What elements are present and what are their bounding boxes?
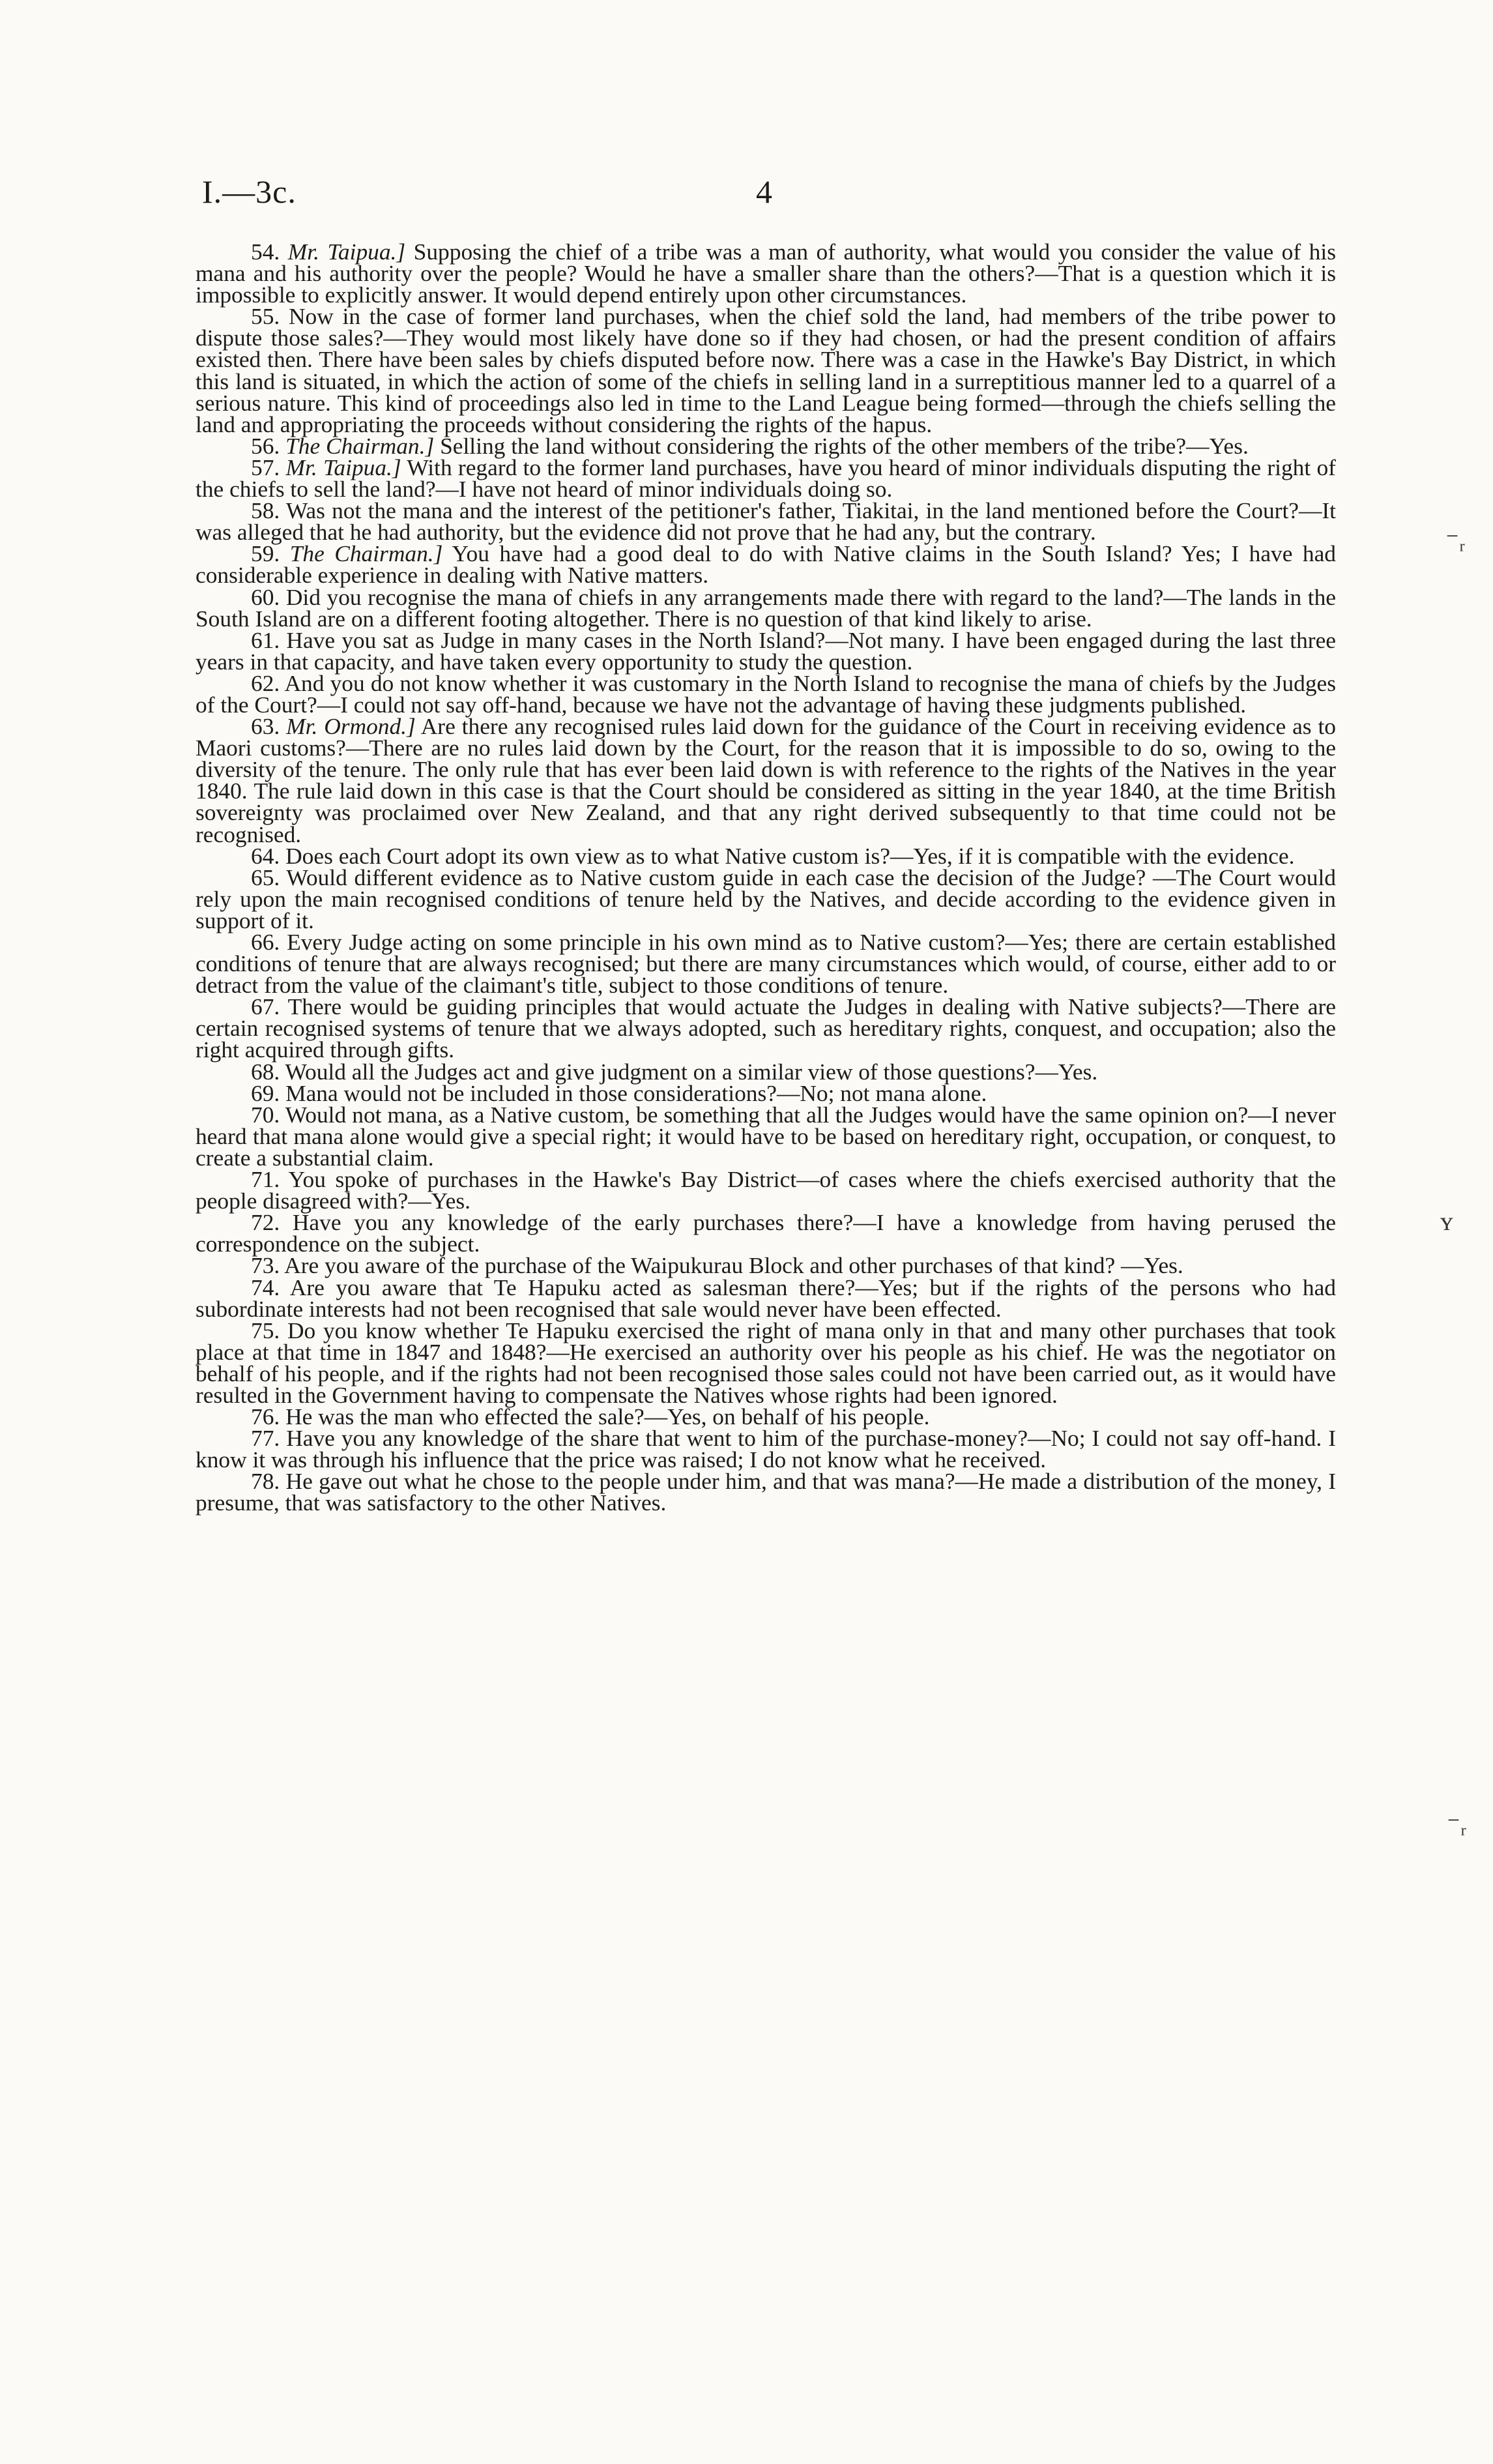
speaker-name: The Chairman.] <box>285 432 435 459</box>
paragraph-text: Did you recognise the mana of chiefs in any arrangements made there with regard to the land?—The lands in the South Island are on a different footing altogether. There is no question of that kind likely to arise. <box>196 583 1336 632</box>
page-number: 4 <box>756 173 772 210</box>
paragraph-text: You spoke of purchases in the Hawke's Bay District—of cases where the chiefs exercised authority that the people disagreed with?—Yes. <box>196 1166 1336 1214</box>
question-answer-paragraph <box>196 1468 1336 1516</box>
question-number: 76. <box>251 1403 280 1430</box>
question-number: 69. <box>251 1079 280 1106</box>
question-number: 55. <box>251 303 280 330</box>
question-number: 73. <box>251 1252 280 1279</box>
margin-mark: ⁻ᵣ <box>1445 525 1466 555</box>
question-number: 63. <box>251 713 280 740</box>
paragraph-text: Have you any knowledge of the share that went to him of the purchase-money?—No; I could not say off-hand. I know it was through his influence that the price was raised; I do not know what he received. <box>196 1425 1336 1473</box>
question-answer-paragraph <box>196 1274 1336 1322</box>
question-number: 64. <box>251 842 280 869</box>
question-number: 58. <box>251 497 280 524</box>
speaker-name: Mr. Taipua.] <box>285 454 401 480</box>
paragraph-text: You have had a good deal to do with Native claims in the South Island? Yes; I have had considerable experience in dealing with Native matters. <box>196 540 1337 589</box>
question-number: 56. <box>251 432 280 459</box>
paragraph-text: Are there any recognised rules laid down for the guidance of the Court in receiving evidence as to Maori customs?—There are no rules laid down by the Court, for the reason that it is impossible to do so, owing to the diversity of the tenure. The only rule that has ever been laid down is with reference to the rights of the Natives in the year 1840. The rule laid down in this case is that the Court should be considered as sitting in the year 1840, at the time British sovereignty was proclaimed over New Zealand, and that any right derived subsequently to that time could not be recognised. <box>196 713 1336 847</box>
margin-mark: ʏ <box>1440 1207 1453 1236</box>
question-number: 72. <box>251 1209 280 1236</box>
question-number: 75. <box>251 1317 280 1343</box>
paragraph-text: Would not mana, as a Native custom, be something that all the Judges would have the same opinion on?—I never heard that mana alone would give a special right; it would have to be based on hereditary right, occupation, or conquest, to create a substantial claim. <box>196 1101 1336 1171</box>
paragraph-text: Are you aware of the purchase of the Waipukurau Block and other purchases of that kind? —Yes. <box>284 1252 1183 1279</box>
question-answer-paragraph <box>196 241 1336 306</box>
paragraph-text: He gave out what he chose to the people under him, and that was mana?—He made a distribution of the money, I presume, that was satisfactory to the other Natives. <box>196 1468 1336 1516</box>
question-number: 66. <box>251 929 280 955</box>
paragraph-text: There would be guiding principles that would actuate the Judges in dealing with Native subjects?—There are certain recognised systems of tenure that we always adopted, such as hereditary rights, conquest, and occupation; also the right acquired through gifts. <box>196 993 1336 1063</box>
paragraph-text: Would all the Judges act and give judgment on a similar view of those questions?—Yes. <box>285 1058 1098 1085</box>
testimony-body <box>196 241 1336 1514</box>
question-answer-paragraph <box>196 540 1337 589</box>
question-answer-paragraph <box>196 864 1336 933</box>
paragraph-text: Supposing the chief of a tribe was a man of authority, what would you consider the value of his mana and his authority over the people? Would he have a smaller share than the others?—That is a question which it is impossible to explicitly answer. It would depend entirely upon other circumstances. <box>196 239 1336 308</box>
question-number: 59. <box>251 540 280 567</box>
paragraph-text: Have you any knowledge of the early purchases there?—I have a knowledge from having perused the correspondence on the subject. <box>196 1209 1336 1257</box>
question-answer-paragraph <box>196 1425 1336 1473</box>
question-number: 54. <box>251 239 280 265</box>
question-number: 67. <box>251 993 280 1020</box>
paragraph-text: Selling the land without considering the rights of the other members of the tribe?—Yes. <box>434 432 1249 459</box>
paragraph-text: And you do not know whether it was customary in the North Island to recognise the mana of chiefs by the Judges of the Court?—I could not say off-hand, because we have not the advantage of having these judgments published. <box>196 669 1336 718</box>
question-answer-paragraph <box>196 1166 1336 1214</box>
paragraph-text: Do you know whether Te Hapuku exercised the right of mana only in that and many other purchases that took place at that time in 1847 and 1848?—He exercised an authority over his people as his chief. He was the negotiator on behalf of his people, and if the rights had not been recognised those sales could not have been carried out, as it would have resulted in the Government having to compensate the Natives whose rights had been ignored. <box>196 1317 1336 1408</box>
question-answer-paragraph <box>196 497 1336 546</box>
paragraph-text: Would different evidence as to Native custom guide in each case the decision of the Judge? —The Court would rely upon the main recognised conditions of tenure held by the Natives, and decide according to the evidence given in support of it. <box>196 864 1336 933</box>
paragraph-text: Every Judge acting on some principle in his own mind as to Native custom?—Yes; there are certain established conditions of tenure that are always recognised; but there are many circumstances which would, of course, either add to or detract from the value of the claimant's title, subject to those conditions of tenure. <box>196 929 1336 999</box>
question-number: 60. <box>251 583 280 610</box>
question-number: 71. <box>251 1166 280 1193</box>
question-number: 65. <box>251 864 280 890</box>
question-answer-paragraph <box>196 454 1336 503</box>
question-answer-paragraph <box>196 993 1336 1063</box>
margin-mark: ⁻ᵣ <box>1447 1810 1467 1839</box>
question-answer-paragraph <box>196 1317 1336 1408</box>
question-answer-paragraph <box>196 929 1336 999</box>
question-answer-paragraph <box>196 1101 1336 1171</box>
paragraph-text: Now in the case of former land purchases, when the chief sold the land, had members of the tribe power to dispute those sales?—They would most likely have done so if they had chosen, or had the present condition of affairs existed then. There have been sales by chiefs disputed before now. There was a case in the Hawke's Bay District, in which this land is situated, in which the action of some of the chiefs in selling land in a surreptitious manner led to a quarrel of a serious nature. This kind of proceedings also led in time to the Land League being formed—through the chiefs selling the land and appropriating the proceeds without considering the rights of the hapus. <box>196 303 1336 437</box>
question-answer-paragraph <box>196 626 1336 675</box>
question-number: 78. <box>251 1468 280 1495</box>
document-reference: I.—3c. <box>202 173 297 210</box>
question-number: 70. <box>251 1101 280 1128</box>
paragraph-text: Have you sat as Judge in many cases in the North Island?—Not many. I have been engaged during the last three years in that capacity, and have taken every opportunity to study the question. <box>196 626 1336 675</box>
paragraph-text: Was not the mana and the interest of the petitioner's father, Tiakitai, in the land mentioned before the Court?—It was alleged that he had authority, but the evidence did not prove that he had any, but the contrary. <box>196 497 1336 546</box>
question-answer-paragraph <box>196 713 1336 847</box>
question-number: 61. <box>251 626 280 653</box>
question-number: 68. <box>251 1058 280 1085</box>
paragraph-text: Does each Court adopt its own view as to what Native custom is?—Yes, if it is compatible with the evidence. <box>285 842 1295 869</box>
question-number: 62. <box>251 669 280 696</box>
speaker-name: The Chairman.] <box>289 540 443 567</box>
paragraph-text: Are you aware that Te Hapuku acted as salesman there?—Yes; but if the rights of the persons who had subordinate interests had not been recognised that sale would never have been effected. <box>196 1274 1336 1322</box>
question-number: 77. <box>251 1425 280 1452</box>
question-answer-paragraph <box>196 669 1336 718</box>
paragraph-text: He was the man who effected the sale?—Yes, on behalf of his people. <box>285 1403 930 1430</box>
question-answer-paragraph <box>196 303 1336 437</box>
question-answer-paragraph <box>196 583 1336 632</box>
question-answer-paragraph <box>196 1209 1336 1257</box>
question-number: 57. <box>251 454 280 480</box>
speaker-name: Mr. Taipua.] <box>287 239 406 265</box>
question-number: 74. <box>251 1274 280 1300</box>
page-header <box>202 173 1323 225</box>
paragraph-text: Mana would not be included in those considerations?—No; not mana alone. <box>285 1079 987 1106</box>
speaker-name: Mr. Ormond.] <box>286 713 416 740</box>
paragraph-text: With regard to the former land purchases, have you heard of minor individuals disputing the right of the chiefs to sell the land?—I have not heard of minor individuals doing so. <box>196 454 1336 503</box>
